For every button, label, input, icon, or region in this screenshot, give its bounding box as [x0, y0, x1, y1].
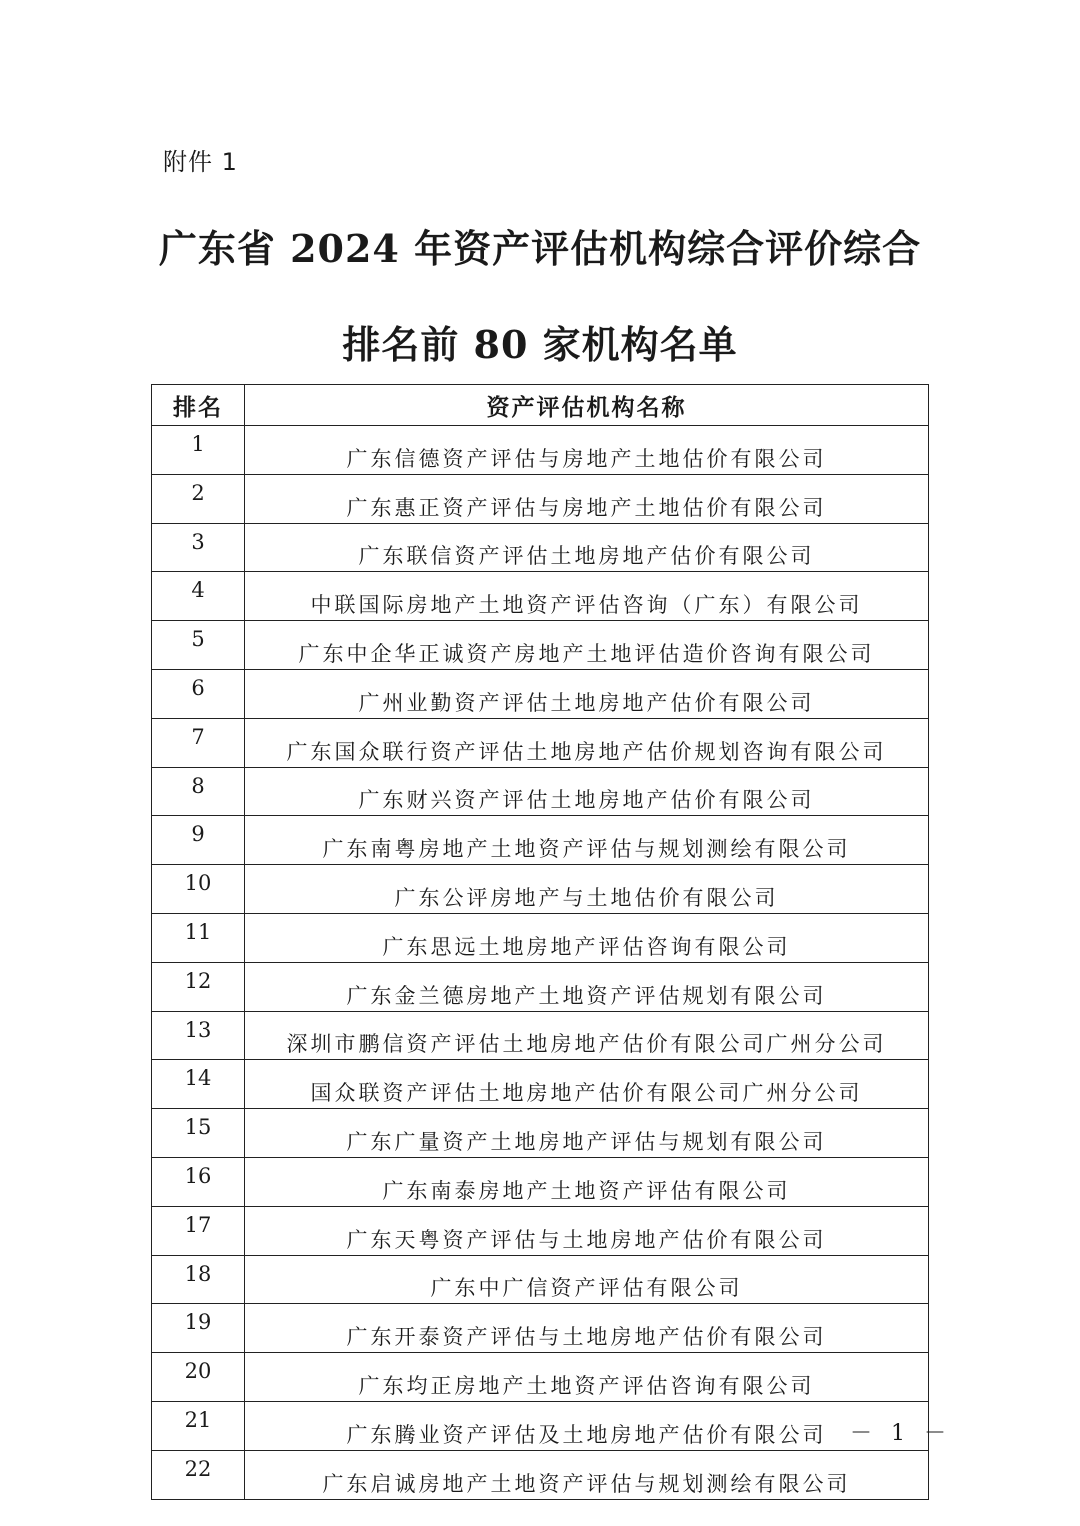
institution-name-cell: 中联国际房地产土地资产评估咨询（广东）有限公司 [245, 572, 929, 621]
institution-name-cell: 广东信德资产评估与房地产土地估价有限公司 [245, 426, 929, 475]
table-row [152, 1401, 929, 1450]
institution-name-cell: 广东国众联行资产评估土地房地产估价规划咨询有限公司 [245, 718, 929, 767]
institution-name-cell: 广东中广信资产评估有限公司 [245, 1255, 929, 1304]
rank-cell: 8 [152, 767, 245, 816]
institution-name-cell: 广东公评房地产与土地估价有限公司 [245, 865, 929, 914]
attachment-label: 附件 1 [163, 148, 238, 176]
page-number: － 1 － [850, 1421, 952, 1446]
table-row [152, 1450, 929, 1499]
institution-name-cell: 广东启诚房地产土地资产评估与规划测绘有限公司 [245, 1450, 929, 1499]
institution-name-cell: 广东广量资产土地房地产评估与规划有限公司 [245, 1109, 929, 1158]
table-row [152, 865, 929, 914]
rank-cell: 11 [152, 913, 245, 962]
rank-cell: 16 [152, 1157, 245, 1206]
table-row [152, 474, 929, 523]
table-row [152, 621, 929, 670]
institution-name-cell: 广东开泰资产评估与土地房地产估价有限公司 [245, 1304, 929, 1353]
rank-cell: 17 [152, 1206, 245, 1255]
column-header-name: 资产评估机构名称 [245, 385, 929, 426]
rank-cell: 1 [152, 426, 245, 475]
institution-name-cell: 广州业勤资产评估土地房地产估价有限公司 [245, 669, 929, 718]
table-row [152, 1206, 929, 1255]
rank-cell: 2 [152, 474, 245, 523]
institution-name-cell: 广东均正房地产土地资产评估咨询有限公司 [245, 1353, 929, 1402]
table-row [152, 1255, 929, 1304]
rank-cell: 7 [152, 718, 245, 767]
table-row [152, 1060, 929, 1109]
institution-name-cell: 广东金兰德房地产土地资产评估规划有限公司 [245, 962, 929, 1011]
table-row [152, 572, 929, 621]
table-row [152, 1011, 929, 1060]
table-row [152, 962, 929, 1011]
table-row [152, 718, 929, 767]
institution-name-cell: 广东天粤资产评估与土地房地产估价有限公司 [245, 1206, 929, 1255]
rank-cell: 3 [152, 523, 245, 572]
institution-name-cell: 广东财兴资产评估土地房地产估价有限公司 [245, 767, 929, 816]
document-title-line-1: 广东省 2024 年资产评估机构综合评价综合 [158, 226, 922, 271]
institution-name-cell: 广东惠正资产评估与房地产土地估价有限公司 [245, 474, 929, 523]
rank-cell: 13 [152, 1011, 245, 1060]
institution-name-cell: 广东联信资产评估土地房地产估价有限公司 [245, 523, 929, 572]
table-header-row [152, 385, 929, 426]
column-header-rank: 排名 [152, 385, 245, 426]
institution-name-cell: 国众联资产评估土地房地产估价有限公司广州分公司 [245, 1060, 929, 1109]
rank-cell: 20 [152, 1353, 245, 1402]
rank-cell: 12 [152, 962, 245, 1011]
institution-name-cell: 广东中企华正诚资产房地产土地评估造价咨询有限公司 [245, 621, 929, 670]
rank-cell: 6 [152, 669, 245, 718]
rank-cell: 18 [152, 1255, 245, 1304]
table-row [152, 1304, 929, 1353]
table-row [152, 913, 929, 962]
institution-name-cell: 广东南泰房地产土地资产评估有限公司 [245, 1157, 929, 1206]
rank-cell: 9 [152, 816, 245, 865]
rank-cell: 21 [152, 1401, 245, 1450]
institution-name-cell: 深圳市鹏信资产评估土地房地产估价有限公司广州分公司 [245, 1011, 929, 1060]
table-row [152, 1109, 929, 1158]
rank-cell: 14 [152, 1060, 245, 1109]
table-row [152, 669, 929, 718]
table-row [152, 1353, 929, 1402]
table-row [152, 767, 929, 816]
rank-cell: 5 [152, 621, 245, 670]
rank-cell: 19 [152, 1304, 245, 1353]
table-row [152, 426, 929, 475]
rank-cell: 15 [152, 1109, 245, 1158]
table-row [152, 523, 929, 572]
document-title-line-2: 排名前 80 家机构名单 [342, 322, 738, 367]
table-row [152, 816, 929, 865]
institution-name-cell: 广东思远土地房地产评估咨询有限公司 [245, 913, 929, 962]
rank-cell: 22 [152, 1450, 245, 1499]
rank-cell: 4 [152, 572, 245, 621]
ranking-table [151, 384, 929, 1500]
table-row [152, 1157, 929, 1206]
rank-cell: 10 [152, 865, 245, 914]
institution-name-cell: 广东腾业资产评估及土地房地产估价有限公司 [245, 1401, 929, 1450]
institution-name-cell: 广东南粤房地产土地资产评估与规划测绘有限公司 [245, 816, 929, 865]
